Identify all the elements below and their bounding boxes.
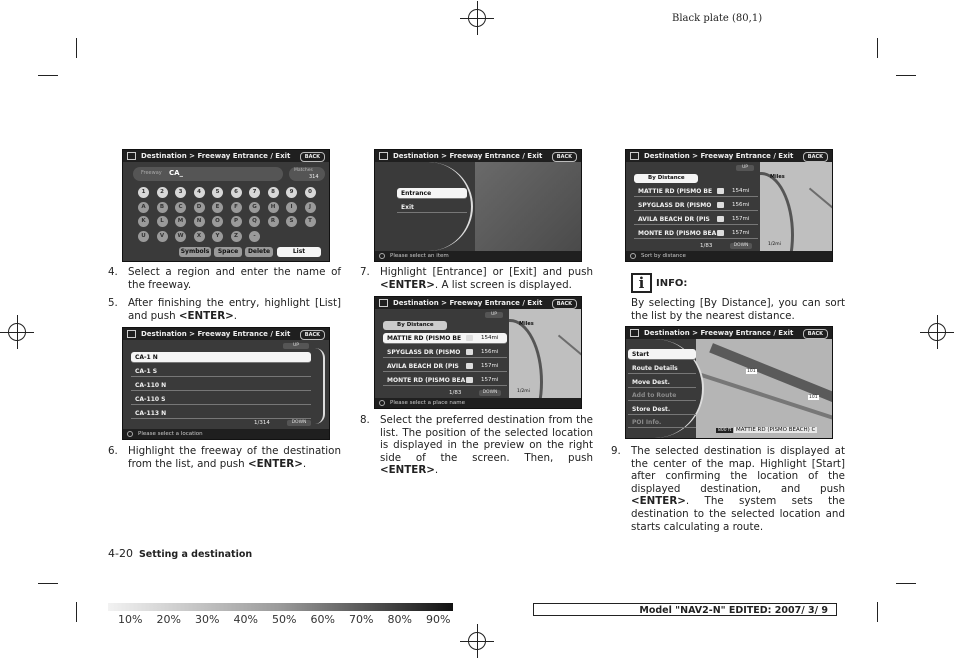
- step-7: [360, 266, 593, 291]
- screen-entrance-exit: [374, 149, 582, 262]
- down-button[interactable]: DOWN: [730, 243, 752, 249]
- location-label: MATTIE RD (PISMO BEACH) C: [736, 427, 816, 433]
- gray-scale-labels: [118, 613, 465, 626]
- list-item[interactable]: MONTE RD (PISMO BEA: [383, 375, 507, 386]
- background-pattern: [475, 162, 581, 251]
- arrow-right-icon[interactable]: [466, 377, 473, 383]
- key-l[interactable]: L: [157, 216, 168, 227]
- space-button[interactable]: Space: [214, 247, 242, 257]
- crop-mark: [76, 38, 77, 58]
- key-4[interactable]: 4: [194, 187, 205, 198]
- info-icon: [379, 253, 385, 259]
- section-title: Setting a destination: [138, 549, 253, 560]
- gray-scale-label: 40%: [233, 613, 258, 626]
- arrow-right-icon[interactable]: [466, 363, 473, 369]
- crop-mark: [76, 602, 77, 622]
- symbols-button[interactable]: Symbols: [180, 248, 210, 255]
- distance-value: 156mi: [732, 202, 750, 208]
- key-b[interactable]: B: [157, 202, 168, 213]
- footer-text: Please select a place name: [390, 400, 465, 406]
- freeway-input[interactable]: [133, 167, 283, 181]
- back-button[interactable]: BACK: [803, 152, 828, 162]
- screen-header: [123, 150, 329, 162]
- key-7[interactable]: 7: [249, 187, 260, 198]
- up-button[interactable]: UP: [283, 343, 309, 349]
- header-title: Destination > Freeway Entrance / Exit: [393, 299, 543, 307]
- screen-footer: [123, 429, 329, 439]
- page-count: 1/314: [254, 420, 270, 426]
- gray-scale-label: 30%: [195, 613, 220, 626]
- key-0[interactable]: 0: [305, 187, 316, 198]
- matches-box: [289, 167, 325, 181]
- scroll-arc[interactable]: [315, 348, 325, 424]
- screen-header: [123, 328, 329, 340]
- page-count: 1/83: [449, 390, 462, 396]
- poi-info-button[interactable]: POI Info.: [628, 417, 696, 428]
- distance-value: 154mi: [732, 188, 750, 194]
- key-k[interactable]: K: [138, 216, 149, 227]
- distance-value: 154mi: [481, 335, 499, 341]
- back-button[interactable]: BACK: [300, 152, 325, 162]
- store-dest-button[interactable]: Store Dest.: [628, 404, 696, 415]
- list-item[interactable]: SPYGLASS DR (PISMO: [634, 200, 758, 211]
- up-button[interactable]: UP: [736, 165, 754, 171]
- back-button[interactable]: BACK: [300, 330, 325, 340]
- info-title: INFO:: [656, 278, 688, 289]
- key-q[interactable]: Q: [249, 216, 260, 227]
- step-text: The selected destination is displayed at the center of the map. Highlight [Start] after confirming the location of the displayed destination, and push <ENTER>. The system sets the destination to the selected location and starts calculating a route.: [631, 445, 845, 533]
- screen-header: [375, 150, 581, 162]
- step-number: 9.: [611, 445, 621, 457]
- key-m[interactable]: M: [175, 216, 186, 227]
- map-label: Miles: [770, 174, 785, 180]
- destination-icon: [630, 152, 639, 160]
- key-6[interactable]: 6: [231, 187, 242, 198]
- key-dash[interactable]: -: [249, 231, 260, 242]
- header-title: Destination > Freeway Entrance / Exit: [141, 152, 291, 160]
- down-button[interactable]: DOWN: [287, 420, 311, 426]
- screen-sort-distance: [625, 149, 833, 262]
- plate-label: Black plate (80,1): [672, 13, 763, 24]
- key-o[interactable]: O: [212, 216, 223, 227]
- step-number: 6.: [108, 445, 118, 457]
- key-1[interactable]: 1: [138, 187, 149, 198]
- destination-icon: [379, 152, 388, 160]
- destination-icon: [127, 152, 136, 160]
- arrow-right-icon[interactable]: [466, 335, 473, 341]
- crop-mark: [38, 583, 58, 584]
- key-g[interactable]: G: [249, 202, 260, 213]
- key-p[interactable]: P: [231, 216, 242, 227]
- screen-footer: [375, 398, 581, 408]
- list-item[interactable]: SPYGLASS DR (PISMO: [383, 347, 507, 358]
- map-scale: 1/2mi: [517, 389, 530, 394]
- map-preview[interactable]: [507, 309, 581, 398]
- registration-mark-bottom: [466, 630, 488, 652]
- key-n[interactable]: N: [194, 216, 205, 227]
- by-distance-button[interactable]: By Distance: [383, 321, 447, 330]
- gray-scale-label: 60%: [310, 613, 335, 626]
- key-5[interactable]: 5: [212, 187, 223, 198]
- step-9: [611, 445, 845, 533]
- step-text: Highlight the freeway of the destination from the list, and push <ENTER>.: [128, 445, 341, 470]
- gray-scale-label: 90%: [426, 613, 451, 626]
- info-icon: [630, 253, 636, 259]
- key-f[interactable]: F: [231, 202, 242, 213]
- distance-value: 156mi: [481, 349, 499, 355]
- page-number: 4-20: [108, 547, 133, 560]
- list-item[interactable]: MONTE RD (PISMO BEA: [634, 228, 758, 239]
- crop-mark: [896, 583, 916, 584]
- registration-mark-left: [6, 321, 28, 343]
- list-item[interactable]: CA-113 N: [131, 408, 311, 419]
- key-v[interactable]: V: [157, 231, 168, 242]
- footer-text: Please select an item: [390, 253, 449, 259]
- key-h[interactable]: H: [268, 202, 279, 213]
- destination-icon: [379, 299, 388, 307]
- screen-freeway-list: [122, 327, 330, 440]
- exit-option[interactable]: Exit: [397, 202, 467, 213]
- key-r[interactable]: R: [268, 216, 279, 227]
- list-item[interactable]: CA-1 N: [131, 352, 311, 363]
- list-item[interactable]: AVILA BEACH DR (PIS: [383, 361, 507, 372]
- arrow-right-icon[interactable]: [717, 188, 724, 194]
- step-text: Select a region and enter the name of the freeway.: [128, 266, 341, 291]
- crop-mark: [38, 75, 58, 76]
- crop-mark: [877, 38, 878, 58]
- start-button[interactable]: Start: [628, 349, 696, 360]
- key-d[interactable]: D: [194, 202, 205, 213]
- map-label: Miles: [519, 321, 534, 327]
- map-view[interactable]: [696, 339, 832, 438]
- step-number: 7.: [360, 266, 370, 278]
- matches-value: 314: [309, 174, 319, 180]
- down-button[interactable]: DOWN: [479, 390, 501, 396]
- step-number: 4.: [108, 266, 118, 278]
- key-c[interactable]: C: [175, 202, 186, 213]
- list-item[interactable]: CA-110 N: [131, 380, 311, 391]
- gray-scale-label: 80%: [387, 613, 412, 626]
- info-icon: [379, 400, 385, 406]
- route-shield: 101: [747, 369, 756, 374]
- add-to-route-button[interactable]: Add to Route: [628, 390, 696, 401]
- key-z[interactable]: Z: [231, 231, 242, 242]
- gray-scale-label: 10%: [118, 613, 143, 626]
- distance-value: 157mi: [481, 363, 499, 369]
- key-y[interactable]: Y: [212, 231, 223, 242]
- destination-icon: [127, 330, 136, 338]
- key-s[interactable]: S: [286, 216, 297, 227]
- screen-header: [626, 327, 832, 339]
- move-dest-button[interactable]: Move Dest.: [628, 377, 696, 388]
- screen-keyboard: [122, 149, 330, 262]
- route-details-button[interactable]: Route Details: [628, 363, 696, 374]
- gray-scale-label: 70%: [349, 613, 374, 626]
- field-value: CA_: [169, 169, 184, 177]
- destination-icon: [630, 329, 639, 337]
- key-a[interactable]: A: [138, 202, 149, 213]
- arrow-right-icon[interactable]: [717, 216, 724, 222]
- header-title: Destination > Freeway Entrance / Exit: [644, 152, 794, 160]
- key-x[interactable]: X: [194, 231, 205, 242]
- crop-mark: [896, 75, 916, 76]
- footer-text: Please select a location: [138, 431, 203, 437]
- page-count: 1/83: [700, 243, 713, 249]
- back-button[interactable]: BACK: [552, 299, 577, 309]
- map-scale: 1/2mi: [768, 242, 781, 247]
- back-button[interactable]: BACK: [552, 152, 577, 162]
- step-4: [108, 266, 341, 291]
- gray-scale-label: 50%: [272, 613, 297, 626]
- matches-label: Matches: [294, 168, 313, 173]
- screen-header: [626, 150, 832, 162]
- key-3[interactable]: 3: [175, 187, 186, 198]
- gray-scale-label: 20%: [156, 613, 181, 626]
- screen-footer: [626, 251, 832, 261]
- by-distance-button[interactable]: By Distance: [634, 174, 698, 183]
- info-text: By selecting [By Distance], you can sort the list by the nearest distance.: [631, 297, 845, 322]
- list-item[interactable]: MATTIE RD (PISMO BE: [634, 186, 758, 197]
- step-number: 8.: [360, 414, 370, 426]
- step-6: [108, 445, 341, 470]
- arrow-right-icon[interactable]: [466, 349, 473, 355]
- key-w[interactable]: W: [175, 231, 186, 242]
- list-button[interactable]: List: [277, 247, 321, 257]
- up-button[interactable]: UP: [485, 312, 503, 318]
- info-icon: i: [631, 273, 652, 293]
- back-button[interactable]: BACK: [803, 329, 828, 339]
- gray-scale-bar: [108, 603, 453, 611]
- info-icon: [127, 431, 133, 437]
- list-item[interactable]: MATTIE RD (PISMO BE: [383, 333, 507, 344]
- registration-mark-right: [926, 321, 948, 343]
- key-2[interactable]: 2: [157, 187, 168, 198]
- field-label: Freeway: [141, 170, 162, 176]
- route-shield: 101: [809, 395, 818, 400]
- step-text: Highlight [Entrance] or [Exit] and push <ENTER>. A list screen is displayed.: [380, 266, 593, 291]
- key-9[interactable]: 9: [286, 187, 297, 198]
- step-8: [360, 414, 593, 477]
- header-title: Destination > Freeway Entrance / Exit: [644, 329, 794, 337]
- model-edit-info: Model "NAV2-N" EDITED: 2007/ 3/ 9: [533, 603, 837, 616]
- screen-footer: [375, 251, 581, 261]
- header-title: Destination > Freeway Entrance / Exit: [141, 330, 291, 338]
- step-5: [108, 297, 341, 322]
- registration-mark-top: [466, 7, 488, 29]
- delete-button[interactable]: Delete: [245, 247, 273, 257]
- key-e[interactable]: E: [212, 202, 223, 213]
- crop-mark: [877, 602, 878, 622]
- entrance-option[interactable]: Entrance: [397, 188, 467, 199]
- list-item[interactable]: CA-110 S: [131, 394, 311, 405]
- screen-route-start: [625, 326, 833, 439]
- key-u[interactable]: U: [138, 231, 149, 242]
- page-footer: [108, 547, 252, 560]
- distance-value: 157mi: [732, 230, 750, 236]
- screen-place-list: [374, 296, 582, 409]
- key-i[interactable]: I: [286, 202, 297, 213]
- map-scale: 800 ft: [718, 428, 732, 433]
- step-number: 5.: [108, 297, 118, 309]
- step-text: Select the preferred destination from the list. The position of the selected location is displayed in the preview on the right side of the screen. Then, push <ENTER>.: [380, 414, 593, 477]
- step-text: After finishing the entry, highlight [List] and push <ENTER>.: [128, 297, 341, 322]
- key-t[interactable]: T: [305, 216, 316, 227]
- map-preview[interactable]: [758, 162, 832, 251]
- footer-text: Sort by distance: [641, 253, 686, 259]
- distance-value: 157mi: [732, 216, 750, 222]
- list-item[interactable]: CA-1 S: [131, 366, 311, 377]
- key-8[interactable]: 8: [268, 187, 279, 198]
- arrow-right-icon[interactable]: [717, 230, 724, 236]
- list-item[interactable]: AVILA BEACH DR (PIS: [634, 214, 758, 225]
- screen-header: [375, 297, 581, 309]
- distance-value: 157mi: [481, 377, 499, 383]
- key-j[interactable]: J: [305, 202, 316, 213]
- header-title: Destination > Freeway Entrance / Exit: [393, 152, 543, 160]
- arrow-right-icon[interactable]: [717, 202, 724, 208]
